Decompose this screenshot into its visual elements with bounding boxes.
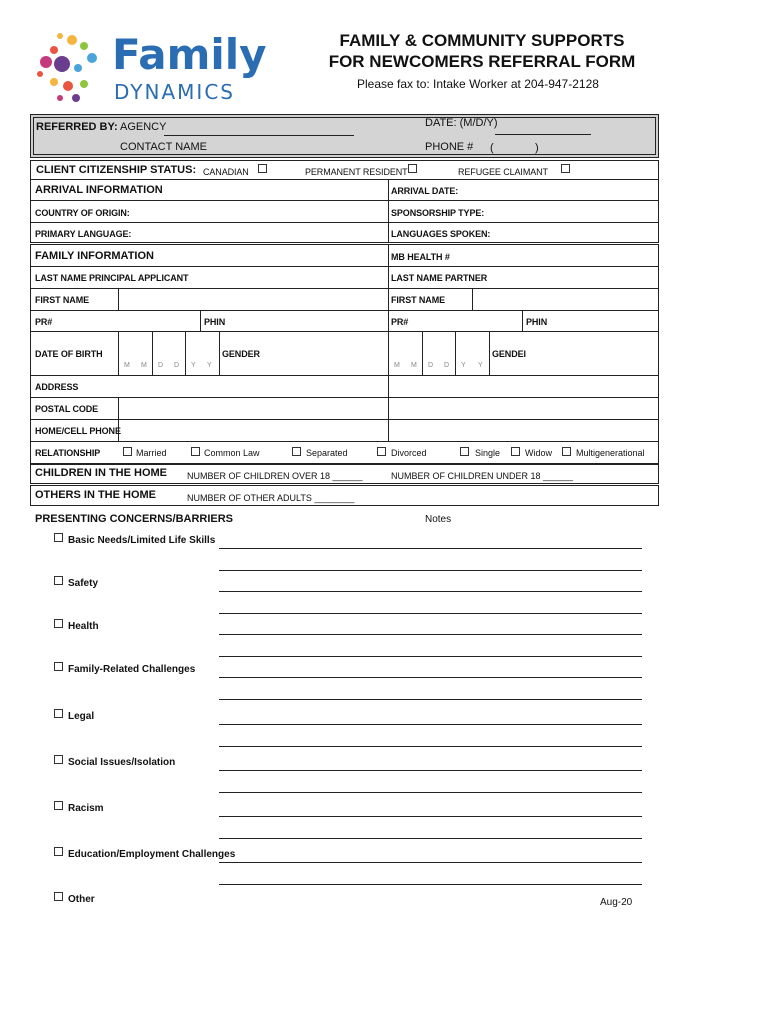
- languages-spoken-label: LANGUAGES SPOKEN:: [391, 229, 491, 239]
- fax-note: Please fax to: Intake Worker at 204-947-2128: [357, 77, 599, 91]
- primary-language-label: PRIMARY LANGUAGE:: [35, 229, 132, 239]
- concern-checkbox[interactable]: [54, 801, 63, 810]
- dob-partner-letter: D: [444, 362, 450, 369]
- dob-partner-letter: M: [394, 362, 400, 369]
- phone-label: PHONE #: [425, 141, 474, 153]
- arrival-heading: ARRIVAL INFORMATION: [35, 184, 163, 196]
- notes-line[interactable]: [219, 770, 642, 771]
- single-checkbox[interactable]: [460, 447, 469, 456]
- concern-label: Safety: [68, 578, 99, 589]
- concern-checkbox[interactable]: [54, 755, 63, 764]
- canadian-checkbox[interactable]: [258, 164, 267, 173]
- concern-label: Education/Employment Challenges: [68, 849, 236, 860]
- concern-checkbox[interactable]: [54, 533, 63, 542]
- separated-label: Separated: [306, 448, 348, 458]
- widow-label: Widow: [525, 448, 553, 458]
- phone-paren-close: ): [535, 142, 539, 154]
- notes-line[interactable]: [219, 884, 642, 885]
- phone-paren-open: (: [490, 142, 494, 154]
- notes-line[interactable]: [219, 724, 642, 725]
- pr-partner-label: PR#: [391, 317, 409, 327]
- last-name-principal-label: LAST NAME PRINCIPAL APPLICANT: [35, 273, 189, 283]
- referred-by-label: REFERRED BY:: [36, 121, 118, 133]
- notes-line[interactable]: [219, 792, 642, 793]
- notes-line[interactable]: [219, 591, 642, 592]
- single-label: Single: [475, 448, 501, 458]
- concern-label: Racism: [68, 803, 104, 814]
- common-law-label: Common Law: [204, 448, 260, 458]
- concern-checkbox[interactable]: [54, 619, 63, 628]
- notes-line[interactable]: [219, 862, 642, 863]
- married-label: Married: [136, 448, 167, 458]
- canadian-label: CANADIAN: [203, 167, 249, 177]
- multigenerational-checkbox[interactable]: [562, 447, 571, 456]
- dob-letter: Y: [207, 362, 212, 369]
- address-label: ADDRESS: [35, 382, 79, 392]
- pr-label: PR#: [35, 317, 53, 327]
- dob-partner-letter: D: [428, 362, 434, 369]
- dob-letter: M: [124, 362, 130, 369]
- family-heading: FAMILY INFORMATION: [35, 250, 154, 262]
- logo-word-family: Family: [112, 30, 267, 79]
- concern-label: Other: [68, 894, 95, 905]
- home-cell-phone-label: HOME/CELL PHONE: [35, 426, 121, 436]
- children-under18-label: NUMBER OF CHILDREN UNDER 18 ______: [391, 471, 574, 481]
- notes-line[interactable]: [219, 570, 642, 571]
- first-name-label: FIRST NAME: [35, 295, 89, 305]
- dob-partner-letter: Y: [461, 362, 466, 369]
- concern-label: Family-Related Challenges: [68, 664, 196, 675]
- dob-letter: M: [141, 362, 147, 369]
- concern-checkbox[interactable]: [54, 662, 63, 671]
- mb-health-label: MB HEALTH #: [391, 252, 450, 262]
- multigenerational-label: Multigenerational: [576, 448, 645, 458]
- contact-name-label: CONTACT NAME: [120, 141, 207, 153]
- notes-line[interactable]: [219, 613, 642, 614]
- relationship-label: RELATIONSHIP: [35, 448, 101, 458]
- children-heading: CHILDREN IN THE HOME: [35, 467, 167, 479]
- last-name-partner-label: LAST NAME PARTNER: [391, 273, 488, 283]
- widow-checkbox[interactable]: [511, 447, 520, 456]
- notes-line[interactable]: [219, 634, 642, 635]
- logo-dots-icon: [32, 28, 112, 108]
- others-heading: OTHERS IN THE HOME: [35, 489, 157, 501]
- form-title-line1: FAMILY & COMMUNITY SUPPORTS: [339, 31, 625, 50]
- phin-partner-label: PHIN: [526, 317, 548, 327]
- dob-label: DATE OF BIRTH: [35, 349, 103, 359]
- country-of-origin-label: COUNTRY OF ORIGIN:: [35, 208, 130, 218]
- concern-checkbox[interactable]: [54, 576, 63, 585]
- notes-line[interactable]: [219, 816, 642, 817]
- sponsorship-type-label: SPONSORSHIP TYPE:: [391, 208, 485, 218]
- concern-checkbox[interactable]: [54, 847, 63, 856]
- concern-label: Legal: [68, 711, 95, 722]
- concern-checkbox[interactable]: [54, 892, 63, 901]
- logo: [32, 28, 294, 108]
- other-adults-label: NUMBER OF OTHER ADULTS ________: [187, 493, 355, 503]
- concern-label: Health: [68, 621, 99, 632]
- date-field[interactable]: [495, 134, 591, 135]
- notes-line[interactable]: [219, 548, 642, 549]
- common-law-checkbox[interactable]: [191, 447, 200, 456]
- gender-partner-label: GENDEI: [492, 349, 526, 359]
- citizenship-label: CLIENT CITIZENSHIP STATUS:: [36, 164, 197, 176]
- phin-label: PHIN: [204, 317, 226, 327]
- divorced-checkbox[interactable]: [377, 447, 386, 456]
- concern-label: Social Issues/Isolation: [68, 757, 176, 768]
- refugee-claimant-checkbox[interactable]: [561, 164, 570, 173]
- notes-line[interactable]: [219, 699, 642, 700]
- refugee-claimant-label: REFUGEE CLAIMANT: [458, 167, 548, 177]
- married-checkbox[interactable]: [123, 447, 132, 456]
- arrival-date-label: ARRIVAL DATE:: [391, 186, 459, 196]
- permanent-resident-checkbox[interactable]: [408, 164, 417, 173]
- children-over18-label: NUMBER OF CHILDREN OVER 18 ______: [187, 471, 363, 481]
- dob-letter: D: [158, 362, 164, 369]
- notes-line[interactable]: [219, 656, 642, 657]
- agency-field[interactable]: [164, 135, 354, 136]
- divorced-label: Divorced: [391, 448, 427, 458]
- gender-label: GENDER: [222, 349, 260, 359]
- postal-code-label: POSTAL CODE: [35, 404, 99, 414]
- form-title-line2: FOR NEWCOMERS REFERRAL FORM: [328, 52, 636, 71]
- logo-word-dynamics: DYNAMICS: [114, 80, 235, 104]
- dob-letter: D: [174, 362, 180, 369]
- permanent-resident-label: PERMANENT RESIDENT: [305, 167, 408, 177]
- dob-partner-letter: Y: [478, 362, 483, 369]
- notes-label: Notes: [425, 514, 452, 525]
- concern-label: Basic Needs/Limited Life Skills: [68, 535, 216, 546]
- dob-letter: Y: [191, 362, 196, 369]
- date-label: DATE: (M/D/Y): [425, 117, 498, 129]
- first-name-partner-label: FIRST NAME: [391, 295, 445, 305]
- concerns-heading: PRESENTING CONCERNS/BARRIERS: [35, 513, 234, 525]
- notes-line[interactable]: [219, 746, 642, 747]
- separated-checkbox[interactable]: [292, 447, 301, 456]
- notes-line[interactable]: [219, 838, 642, 839]
- agency-label: AGENCY: [120, 121, 167, 133]
- footer-date-code: Aug-20: [600, 897, 633, 908]
- concern-checkbox[interactable]: [54, 709, 63, 718]
- notes-line[interactable]: [219, 677, 642, 678]
- dob-partner-letter: M: [411, 362, 417, 369]
